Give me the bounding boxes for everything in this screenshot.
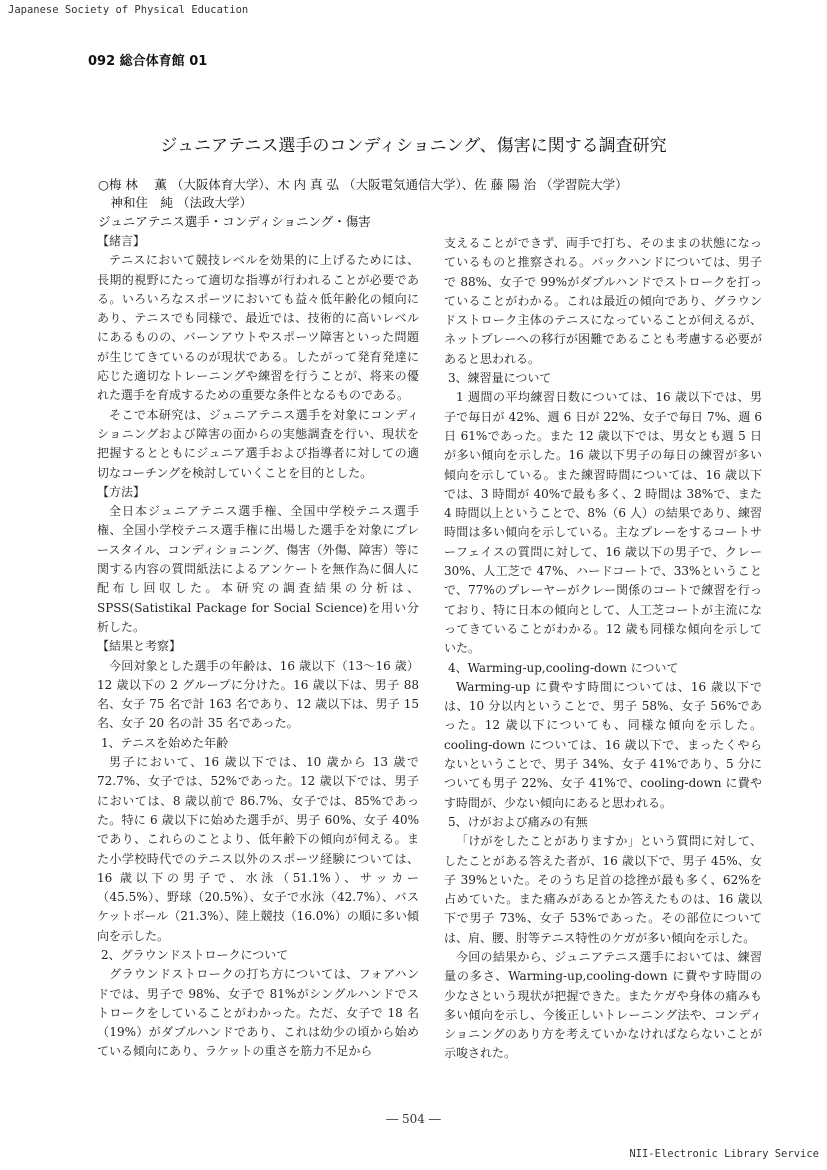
author-line-1: ○梅 林 薫 （大阪体育大学）、木 内 真 弘 （大阪電気通信大学）、佐 藤 陽 治 （学習院大学） [98, 177, 628, 192]
author-line-2: 神和住 純 （法政大学） [98, 195, 252, 210]
conclusion-paragraph: 今回の結果から、ジュニアテニス選手においては、練習量の多さ、Warming-up,cooling-down に費やす時間の少なさという現状が把握できた。またケガや身体の痛みも多い傾向を示し、今後正しいトレーニング法や、コンディショニングのあり方を考えていかなければならないことが示唆された。 [444, 949, 762, 1061]
page-number: ― 504 ― [386, 1112, 441, 1126]
keywords: ジュニアテニス選手・コンディショニング・傷害 [98, 214, 371, 229]
section-4-heading: 4、Warming-up,cooling-down について [448, 660, 679, 675]
methods-paragraph: 全日本ジュニアテニス選手権、全国中学校テニス選手権、全国小学校テニス選手権に出場した選手を対象にプレースタイル、コンディショニング、傷害（外傷、障害）等に関する内容の質問紙法によるアンケートを無作為に個人に配布し回収した。本研究の調査結果の分析は、SPSS(Satistikal Package for Social Science)を用い分析した。 [97, 504, 419, 634]
section-3-heading: 3、練習量について [448, 371, 552, 386]
intro-paragraph-2: そこで本研究は、ジュニアテニス選手を対象にコンディショニングおよび障害の面からの実態調査を行い、現状を把握するとともにジュニア選手および指導者に対しての適切なコーチングを検討していくことを目的とした。 [97, 407, 419, 480]
right-column [444, 234, 762, 1064]
intro-heading: 【緒言】 [97, 234, 146, 248]
left-column [97, 232, 419, 1062]
section-2-paragraph: グラウンドストロークの打ち方については、フォアハンドでは、男子で 98%、女子で 81%がシングルハンドでストロークをしていることがわかった。ただ、女子で 18 名（19%）がダブルハンドであり、これは幼少の頃から始めている傾向にあり、ラケットの重さを筋力不足から [97, 967, 419, 1059]
results-paragraph: 今回対象とした選手の年齢は、16 歳以下（13～16 歳）12 歳以下の 2 グループに分けた。16 歳以下は、男子 88 名、女子 75 名で計 163 名であり、12 歳以下は、男子 15 名、女子 20 名の計 35 名であった。 [97, 658, 419, 731]
library-footer: NII-Electronic Library Service [629, 1148, 819, 1160]
results-heading: 【結果と考察】 [97, 639, 182, 654]
session-code: 092 総合体育館 01 [88, 54, 208, 69]
paper-title: ジュニアテニス選手のコンディショニング、傷害に関する調査研究 [160, 136, 667, 156]
author-list [98, 176, 738, 212]
section-5-heading: 5、けがおよび痛みの有無 [448, 814, 588, 829]
section-1-heading: 1、テニスを始めた年齢 [101, 735, 229, 750]
section-2-continued: 支えることができず、両手で打ち、そのままの状態になっているものと推察される。バックハンドについては、男子で 88%、女子で 99%がダブルハンドでストロークを打っていることがわかる。これは最近の傾向であり、グラウンドストローク主体のテニスになっていることが伺えるが、ネットプレーへの移行が困難であることも考慮する必要があると思われる。 [444, 236, 762, 366]
methods-heading: 【方法】 [97, 484, 146, 499]
section-2-heading: 2、グラウンドストロークについて [101, 947, 289, 962]
section-5-paragraph: 「けがをしたことがありますか」という質問に対して、したことがある答えた者が、16 歳以下で、男子 45%、女子 39%といた。そのうち足首の捻挫が最も多く、62%を占めていた。また痛みがあるとか答えたものは、16 歳以下で男子 73%、女子 53%であった。その部位については、肩、腰、肘等テニス特性のケガが多い傾向を示した。 [444, 834, 762, 945]
society-header: Japanese Society of Physical Education [8, 4, 249, 16]
intro-paragraph-1: テニスにおいて競技レベルを効果的に上げるためには、長期的視野にたって適切な指導が行われることが必要である。いろいろなスポーツにおいても益々低年齢化の傾向にあり、テニスでも同様で、最近では、技術的に高いレベルにあるものの、バーンアウトやスポーツ障害といった問題が生じてきているのが現状である。したがって発育発達に応じた適切なトレーニングや練習を行うことが、将来の優れた選手を育成するための重要な条件となるものである。 [97, 253, 419, 403]
section-3-paragraph: 1 週間の平均練習日数については、16 歳以下では、男子で毎日が 42%、週 6 日が 22%、女子で毎日 7%、週 6 日 61%であった。また 12 歳以下では、男女とも週 5 日が多い傾向を示した。16 歳以下男子の毎日の練習が多い傾向を示している。また練習時間については、16 歳以下では、3 時間が 40%で最も多く、2 時間は 38%で、また 4 時間以上ということで、8%（6 人）の結果であり、練習時間は多い傾向を示している。主なプレーをするコートサーフェイスの質問に対して、16 歳以下の男子で、クレー30%、人工芝で 47%、ハードコートで、33%ということで、77%のプレーヤーがクレー関係のコートで練習を行っており、特に日本の傾向として、人工芝コートが主流になってきていることがわかる。12 歳も同様な傾向を示していた。 [444, 390, 762, 656]
section-1-paragraph: 男子において、16 歳以下では、10 歳から 13 歳で 72.7%、女子では、52%であった。12 歳以下では、男子においては、8 歳以前で 86.7%、女子では、85%であった。特に 6 歳以下に始めた選手が、男子 60%、女子 40%であり、これらのことより、低年齢下の傾向が伺える。また小学校時代でのテニス以外のスポーツ経験については、16 歳以下の男子で、水泳（51.1%）、サッカー（45.5%）、野球（20.5%）、女子で水泳（42.7%）、バスケットボール（21.3%）、陸上競技（16.0%）の順に多い傾向を示した。 [97, 755, 419, 943]
section-4-paragraph: Warming-up に費やす時間については、16 歳以下では、10 分以内ということで、男子 58%、女子 56%であった。12 歳以下についても、同様な傾向を示した。cooling-down については、16 歳以下で、まったくやらないということで、男子 34%、女子 41%であり、5 分についても男子 22%、女子 41%で、cooling-down に費やす時間が、少ない傾向にあると思われる。 [444, 679, 762, 810]
